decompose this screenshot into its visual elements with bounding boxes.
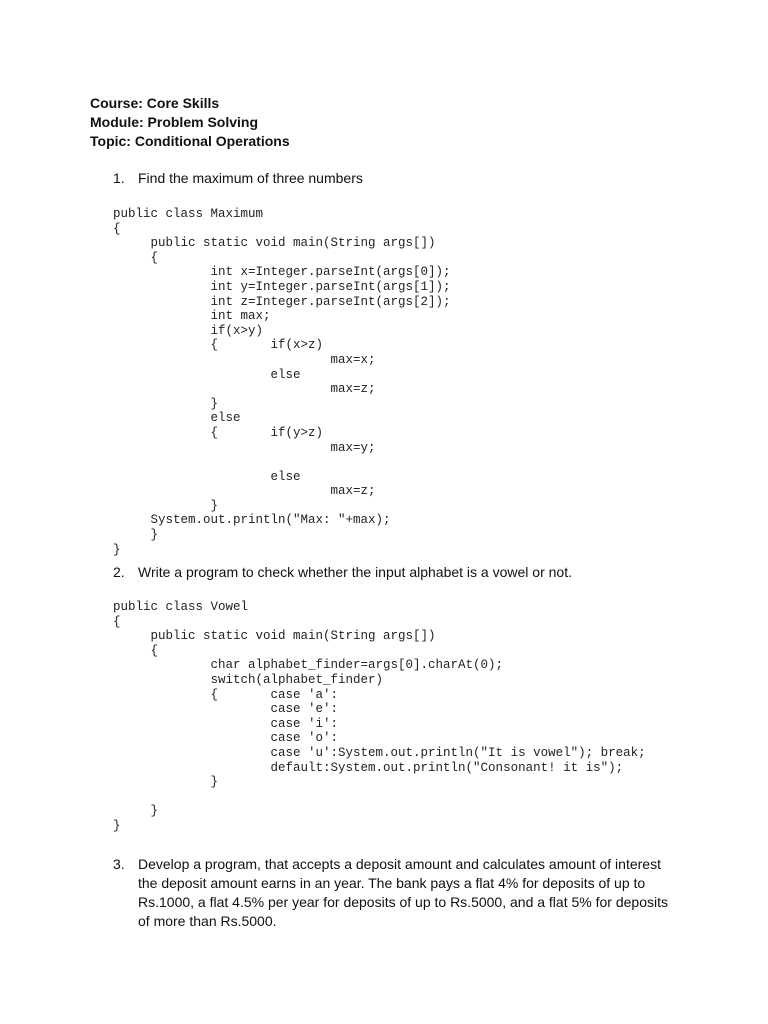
code-line: { [113,250,159,265]
code-line: else [113,469,301,484]
code-line: System.out.println("Max: "+max); [113,513,391,528]
code-line: default:System.out.println("Consonant! it is"); [113,760,624,775]
code-block-maximum [113,207,451,557]
code-line: } [113,498,219,513]
code-line: } [113,804,159,819]
code-line: public static void main(String args[]) [113,236,436,251]
question-text: Find the maximum of three numbers [138,170,363,186]
question-number: 2. [113,564,125,580]
code-line: { [113,614,121,629]
code-line: case 'e': [113,702,339,717]
code-line: } [113,528,159,543]
topic-title: Topic: Conditional Operations [90,133,290,149]
document-header [90,94,290,151]
code-line: else [113,367,301,382]
code-line: { case 'a': [113,687,339,702]
code-line: max=z; [113,484,376,499]
code-line: max=z; [113,382,376,397]
code-line: max=y; [113,440,376,455]
code-line: int max; [113,309,271,324]
code-line: } [113,542,121,557]
question-number: 1. [113,170,125,186]
code-line: { [113,221,121,236]
module-title: Module: Problem Solving [90,114,259,130]
code-line: { if(x>z) [113,338,324,353]
code-line: switch(alphabet_finder) [113,672,384,687]
code-line: { [113,643,159,658]
code-line: case 'u':System.out.println("It is vowel"); break; [113,745,646,760]
code-line: } [113,818,121,833]
question-1 [113,169,673,189]
question-number: 3. [113,856,125,872]
code-line [113,790,646,805]
code-line: case 'i': [113,716,339,731]
code-line [113,455,451,470]
code-line: { if(y>z) [113,425,324,440]
code-line: public class Vowel [113,600,249,614]
question-text: Write a program to check whether the input alphabet is a vowel or not. [138,564,572,580]
code-line: int z=Integer.parseInt(args[2]); [113,294,451,309]
code-line: else [113,411,241,426]
code-block-vowel [113,600,646,834]
code-line: if(x>y) [113,323,264,338]
course-title: Course: Core Skills [90,95,220,111]
question-2 [113,563,673,583]
code-line: } [113,396,219,411]
question-3 [113,855,683,935]
question-text: Develop a program, that accepts a deposit amount and calculates amount of interest the deposit amount earns in an year. The bank pays a flat 4% for deposits of up to Rs.1000, a flat 4.5% per year for deposits of up to Rs.5000, and a flat 5% for deposits of more than Rs.5000. [138,856,668,929]
code-line: max=x; [113,352,376,367]
code-line: public static void main(String args[]) [113,629,436,644]
code-line: public class Maximum [113,207,264,221]
code-line: char alphabet_finder=args[0].charAt(0); [113,658,504,673]
code-line: int x=Integer.parseInt(args[0]); [113,265,451,280]
code-line: int y=Integer.parseInt(args[1]); [113,279,451,294]
code-line: case 'o': [113,731,339,746]
code-line: } [113,775,219,790]
